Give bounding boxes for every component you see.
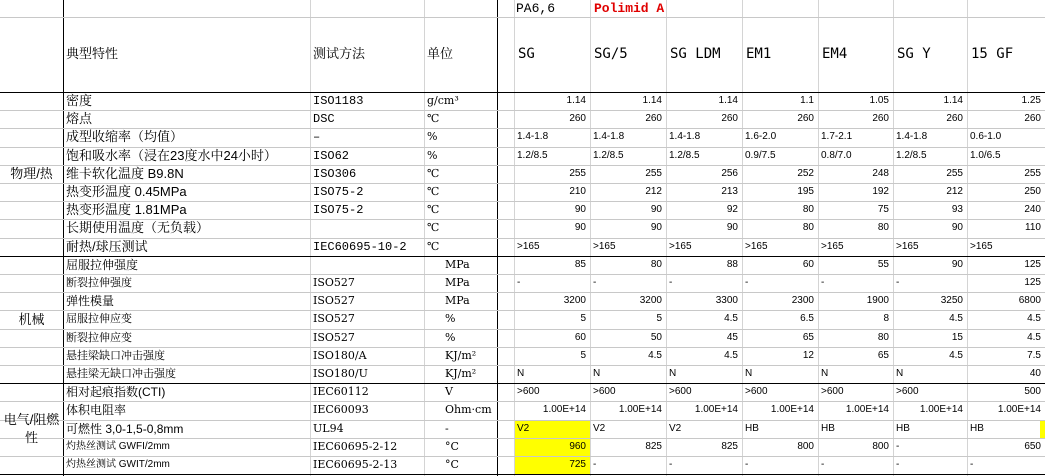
value-cell: 7.5 bbox=[1027, 349, 1041, 361]
value-cell: - bbox=[669, 277, 673, 288]
property-name: 可燃性 3,0-1,5-0,8mm bbox=[66, 421, 184, 436]
test-method: ISO527 bbox=[313, 276, 355, 289]
value-cell: 0.8/7.0 bbox=[821, 149, 852, 161]
unit: % bbox=[445, 312, 456, 326]
section-border bbox=[0, 474, 1045, 475]
value-cell: 1.14 bbox=[566, 95, 586, 106]
property-name: 悬挂梁缺口冲击强度 bbox=[66, 349, 165, 362]
unit-header: 单位 bbox=[427, 46, 454, 61]
value-cell: 90 bbox=[650, 222, 662, 234]
value-cell: N bbox=[745, 368, 753, 379]
value-cell: 0.9/7.5 bbox=[745, 149, 776, 161]
value-cell: 80 bbox=[877, 222, 889, 234]
test-method: IEC60695-2-12 bbox=[313, 439, 398, 453]
value-cell: N bbox=[896, 368, 904, 379]
value-cell: 1.0/6.5 bbox=[970, 149, 1001, 161]
unit: °C bbox=[445, 458, 459, 471]
category-label: 物理/热 bbox=[10, 165, 53, 181]
value-cell: 1.25 bbox=[1021, 95, 1041, 106]
unit: V bbox=[445, 385, 453, 399]
value-cell: 825 bbox=[645, 440, 662, 452]
value-cell: - bbox=[517, 277, 521, 288]
value-cell: 1.1 bbox=[800, 95, 814, 106]
test-method: IEC60695-2-13 bbox=[313, 458, 398, 471]
value-cell: >165 bbox=[593, 240, 616, 252]
property-name: 屈服拉伸应变 bbox=[66, 313, 132, 326]
value-cell: >165 bbox=[517, 240, 540, 252]
value-cell: 3250 bbox=[940, 295, 963, 307]
value-cell: 3200 bbox=[639, 295, 662, 307]
value-cell: - bbox=[593, 459, 597, 470]
property-name: 断裂拉伸应变 bbox=[66, 331, 132, 344]
grade-header: SG/5 bbox=[594, 46, 628, 62]
unit: ℃ bbox=[427, 239, 440, 253]
value-cell: 75 bbox=[877, 204, 889, 216]
value-cell: 15 bbox=[951, 331, 963, 343]
test-method: ISO75-2 bbox=[313, 185, 364, 199]
unit: % bbox=[445, 330, 456, 344]
property-name: 维卡软化温度 B9.8N bbox=[66, 165, 184, 181]
value-cell: HB bbox=[896, 422, 910, 434]
value-cell: >165 bbox=[896, 240, 919, 252]
value-cell: 4.5 bbox=[1027, 331, 1041, 343]
value-cell: 4.5 bbox=[724, 349, 738, 361]
value-cell: 1900 bbox=[866, 295, 889, 307]
value-cell: 1.2/8.5 bbox=[517, 149, 548, 161]
test-method: ISO75-2 bbox=[313, 203, 364, 218]
property-name: 相对起痕指数(CTI) bbox=[66, 385, 166, 400]
value-cell: 260 bbox=[721, 113, 738, 125]
value-cell: 4.5 bbox=[1027, 313, 1041, 325]
value-cell: 6.5 bbox=[800, 313, 814, 325]
unit: ℃ bbox=[427, 112, 440, 126]
value-cell: 125 bbox=[1024, 258, 1041, 270]
value-cell: 90 bbox=[726, 222, 738, 234]
property-name: 体积电阻率 bbox=[66, 403, 127, 418]
value-cell: 1.2/8.5 bbox=[593, 149, 624, 161]
unit: Ohm·cm bbox=[445, 403, 492, 417]
test-method: ISO62 bbox=[313, 148, 350, 163]
value-cell: 260 bbox=[645, 113, 662, 125]
value-cell: N bbox=[517, 368, 525, 379]
value-cell: - bbox=[896, 277, 900, 288]
value-cell: 260 bbox=[872, 113, 889, 125]
value-cell: 92 bbox=[726, 204, 738, 216]
value-cell: 90 bbox=[951, 222, 963, 234]
value-cell: 1.4-1.8 bbox=[669, 131, 701, 143]
grid-line bbox=[0, 274, 1045, 275]
value-cell: >165 bbox=[970, 240, 993, 252]
value-cell: 240 bbox=[1024, 204, 1041, 216]
value-cell: 8 bbox=[883, 313, 889, 325]
unit: ℃ bbox=[427, 185, 440, 198]
grade-header: 15 GF bbox=[971, 46, 1014, 62]
value-cell: 12 bbox=[802, 349, 814, 361]
value-cell: 50 bbox=[650, 331, 662, 343]
value-cell: 1.4-1.8 bbox=[896, 131, 928, 143]
value-cell: 195 bbox=[797, 186, 814, 197]
value-cell: 1.4-1.8 bbox=[593, 131, 625, 143]
test-method: ISO306 bbox=[313, 166, 357, 181]
value-cell: - bbox=[821, 459, 825, 470]
test-method: DSC bbox=[313, 112, 335, 127]
unit: g/cm³ bbox=[427, 94, 459, 107]
value-cell: V2 bbox=[593, 422, 606, 434]
property-name: 弹性模量 bbox=[66, 294, 115, 309]
value-cell: 212 bbox=[946, 186, 963, 197]
value-cell: 93 bbox=[951, 204, 963, 216]
test-method: ISO527 bbox=[313, 294, 355, 308]
brand-label: Polimid A bbox=[594, 1, 665, 16]
value-cell: 1.00E+14 bbox=[919, 404, 963, 416]
value-cell: 80 bbox=[650, 258, 662, 270]
unit: MPa bbox=[445, 294, 470, 308]
value-cell: 800 bbox=[797, 440, 814, 452]
value-cell: V2 bbox=[517, 422, 530, 434]
value-cell: - bbox=[593, 277, 597, 288]
value-cell: 192 bbox=[872, 186, 889, 197]
value-cell: 80 bbox=[802, 204, 814, 216]
value-cell: 5 bbox=[580, 349, 586, 361]
value-cell: >600 bbox=[821, 386, 844, 398]
property-name: 断裂拉伸强度 bbox=[66, 277, 132, 289]
value-cell: 255 bbox=[946, 167, 963, 179]
value-cell: HB bbox=[745, 422, 759, 434]
unit: MPa bbox=[445, 276, 470, 289]
property-name: 熔点 bbox=[66, 111, 93, 127]
value-cell: 1.4-1.8 bbox=[517, 131, 549, 143]
property-name: 灼热丝测试 GWFI/2mm bbox=[66, 440, 170, 452]
value-cell: - bbox=[745, 277, 749, 288]
property-name: 耐热/球压测试 bbox=[66, 238, 148, 254]
value-cell: 65 bbox=[877, 349, 889, 361]
value-cell: - bbox=[970, 459, 974, 470]
value-cell: 825 bbox=[721, 440, 738, 452]
unit: KJ/m² bbox=[445, 348, 477, 362]
value-cell: N bbox=[593, 368, 601, 379]
category-label: 机械 bbox=[18, 311, 45, 327]
value-cell: 90 bbox=[650, 204, 662, 216]
unit: ℃ bbox=[427, 203, 440, 217]
value-cell: 1.6-2.0 bbox=[745, 131, 777, 143]
value-cell: 255 bbox=[1024, 167, 1041, 179]
value-cell: 80 bbox=[802, 222, 814, 234]
unit: ℃ bbox=[427, 166, 440, 180]
property-name: 密度 bbox=[66, 93, 93, 108]
grade-header: SG bbox=[518, 46, 535, 62]
value-cell: 110 bbox=[1025, 222, 1041, 234]
value-cell: 1.14 bbox=[943, 95, 963, 106]
value-cell: 0.6-1.0 bbox=[970, 131, 1002, 143]
value-cell: 252 bbox=[797, 167, 814, 179]
value-cell: 3300 bbox=[715, 295, 738, 307]
value-cell: 45 bbox=[726, 331, 738, 343]
value-cell: >165 bbox=[821, 240, 844, 252]
value-cell: 213 bbox=[721, 186, 738, 197]
unit: MPa bbox=[445, 257, 470, 271]
value-cell: 88 bbox=[726, 258, 738, 270]
value-cell: 210 bbox=[569, 186, 586, 197]
value-cell: 4.5 bbox=[648, 349, 662, 361]
unit: °C bbox=[445, 439, 459, 453]
test-method: IEC60093 bbox=[313, 403, 369, 417]
value-cell: 256 bbox=[721, 167, 738, 179]
value-cell: 85 bbox=[574, 258, 586, 270]
property-header: 典型特性 bbox=[66, 46, 119, 61]
value-cell: 1.00E+14 bbox=[770, 404, 814, 416]
grade-header: EM4 bbox=[822, 46, 848, 62]
value-cell: 65 bbox=[802, 331, 814, 343]
value-cell: - bbox=[896, 440, 900, 452]
property-name: 成型收缩率（均值） bbox=[66, 129, 184, 145]
value-cell: 60 bbox=[574, 331, 586, 343]
highlight-cell bbox=[1040, 420, 1045, 438]
value-cell: >600 bbox=[593, 386, 616, 398]
value-cell: 4.5 bbox=[949, 349, 963, 361]
value-cell: 5 bbox=[656, 313, 662, 325]
value-cell: N bbox=[669, 368, 677, 379]
property-name: 悬挂梁无缺口冲击强度 bbox=[66, 368, 176, 380]
test-method: UL94 bbox=[313, 421, 344, 435]
value-cell: 55 bbox=[877, 258, 889, 270]
value-cell: 1.2/8.5 bbox=[669, 149, 700, 161]
value-cell: 2300 bbox=[791, 295, 814, 307]
value-cell: 1.00E+14 bbox=[997, 404, 1041, 416]
value-cell: 1.14 bbox=[718, 95, 738, 106]
category-label: 电气/阻燃性 bbox=[3, 411, 60, 445]
value-cell: 248 bbox=[872, 167, 889, 179]
value-cell: 725 bbox=[569, 459, 586, 470]
value-cell: 1.00E+14 bbox=[542, 404, 586, 416]
value-cell: >600 bbox=[896, 386, 919, 398]
value-cell: 1.05 bbox=[869, 95, 889, 106]
value-cell: 650 bbox=[1024, 440, 1041, 452]
value-cell: - bbox=[896, 459, 900, 470]
value-cell: 500 bbox=[1024, 386, 1041, 398]
unit: - bbox=[445, 421, 449, 435]
value-cell: 212 bbox=[645, 186, 662, 197]
value-cell: >600 bbox=[745, 386, 768, 398]
value-cell: 1.7-2.1 bbox=[821, 131, 853, 143]
method-header: 测试方法 bbox=[313, 46, 366, 61]
value-cell: 1.2/8.5 bbox=[896, 149, 927, 161]
value-cell: 40 bbox=[1029, 368, 1041, 379]
value-cell: 250 bbox=[1024, 186, 1041, 197]
test-method: ISO527 bbox=[313, 312, 355, 326]
value-cell: >600 bbox=[669, 386, 692, 398]
value-cell: 80 bbox=[877, 331, 889, 343]
grade-header: SG LDM bbox=[670, 46, 721, 62]
value-cell: 260 bbox=[946, 113, 963, 125]
value-cell: 90 bbox=[951, 258, 963, 270]
value-cell: >165 bbox=[669, 240, 692, 252]
test-method: IEC60695-10-2 bbox=[313, 239, 407, 254]
grade-header: SG Y bbox=[897, 46, 931, 62]
value-cell: 255 bbox=[645, 167, 662, 179]
value-cell: 5 bbox=[580, 313, 586, 325]
unit: ℃ bbox=[427, 221, 440, 235]
property-name: 热变形温度 0.45MPa bbox=[66, 184, 187, 199]
value-cell: 800 bbox=[872, 440, 889, 452]
grade-header: EM1 bbox=[746, 46, 772, 62]
test-method: IEC60112 bbox=[313, 385, 369, 399]
value-cell: V2 bbox=[669, 422, 682, 434]
unit: % bbox=[427, 148, 438, 162]
value-cell: 4.5 bbox=[724, 313, 738, 325]
value-cell: 1.14 bbox=[642, 95, 662, 106]
value-cell: 6800 bbox=[1018, 295, 1041, 307]
value-cell: 3200 bbox=[563, 295, 586, 307]
value-cell: 255 bbox=[569, 167, 586, 179]
property-name: 热变形温度 1.81MPa bbox=[66, 202, 187, 218]
value-cell: 60 bbox=[802, 258, 814, 270]
value-cell: 260 bbox=[797, 113, 814, 125]
value-cell: 1.00E+14 bbox=[845, 404, 889, 416]
value-cell: 125 bbox=[1024, 277, 1041, 288]
value-cell: 960 bbox=[569, 440, 586, 452]
test-method: ISO180/U bbox=[313, 367, 368, 380]
test-method: – bbox=[313, 130, 321, 145]
material-label: PA6,6 bbox=[516, 1, 556, 16]
value-cell: >165 bbox=[745, 240, 768, 252]
value-cell: 90 bbox=[574, 222, 586, 234]
value-cell: >600 bbox=[517, 386, 540, 398]
value-cell: 260 bbox=[569, 113, 586, 125]
test-method: ISO527 bbox=[313, 330, 355, 344]
test-method: ISO1183 bbox=[313, 94, 364, 108]
value-cell: HB bbox=[821, 422, 835, 434]
value-cell: 1.00E+14 bbox=[618, 404, 662, 416]
property-name: 灼热丝测试 GWIT/2mm bbox=[66, 459, 170, 470]
value-cell: 260 bbox=[1024, 113, 1041, 125]
value-cell: - bbox=[821, 277, 825, 288]
value-cell: 90 bbox=[574, 204, 586, 216]
test-method: ISO180/A bbox=[313, 348, 367, 362]
value-cell: - bbox=[745, 459, 749, 470]
value-cell: 4.5 bbox=[949, 313, 963, 325]
unit: % bbox=[427, 130, 438, 144]
property-name: 饱和吸水率（浸在23度水中24小时） bbox=[66, 147, 277, 163]
value-cell: - bbox=[669, 459, 673, 470]
value-cell: 1.00E+14 bbox=[694, 404, 738, 416]
value-cell: N bbox=[821, 368, 829, 379]
value-cell: HB bbox=[970, 422, 984, 434]
property-name: 长期使用温度（无负载） bbox=[66, 220, 210, 236]
unit: KJ/m² bbox=[445, 367, 477, 380]
property-name: 屈服拉伸强度 bbox=[66, 257, 139, 272]
